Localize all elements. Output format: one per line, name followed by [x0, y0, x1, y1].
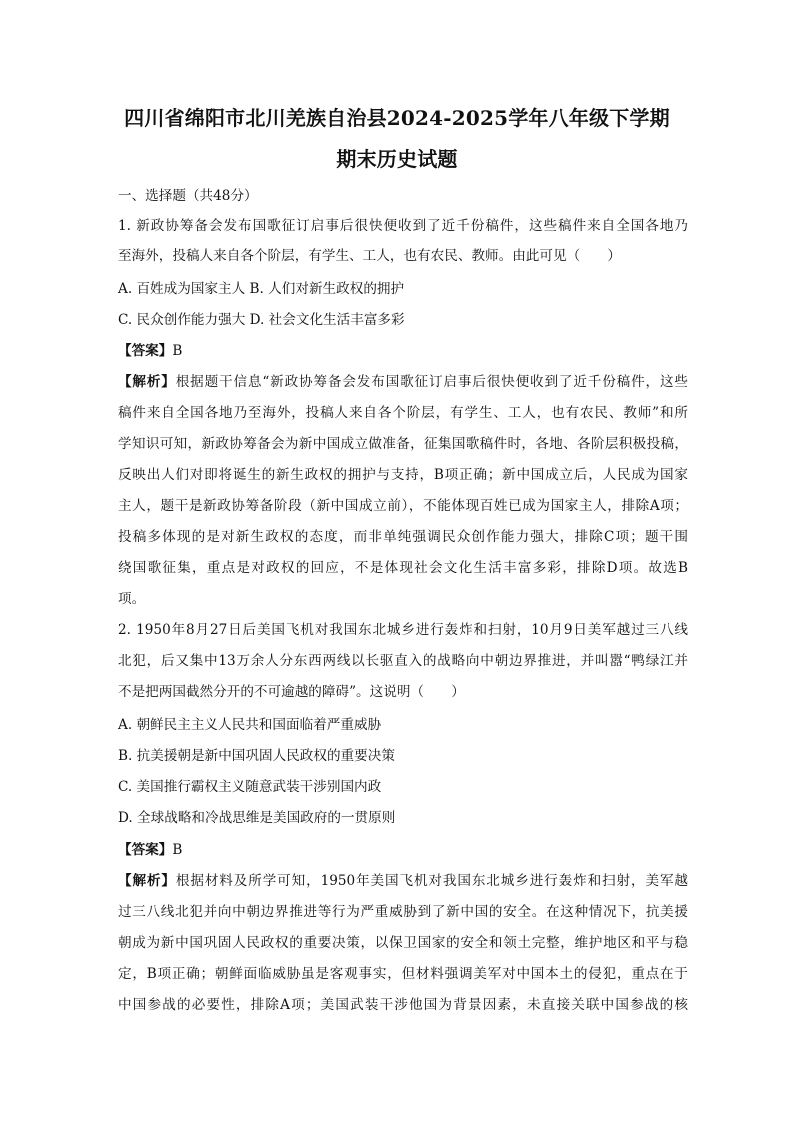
q1-analysis-line: 绕国歌征集，重点是对政权的回应，不是体现社会文化生活丰富多彩，排除D项。故选B [118, 560, 688, 576]
q2-stem-line: 不是把两国截然分开的不可逾越的障碍”。这说明（ ） [118, 684, 465, 700]
analysis-tag: 【解析】 [118, 873, 176, 889]
q2-analysis-line: 过三八线北犯并向中朝边界推进等行为严重威胁到了新中国的安全。在这种情况下，抗美援 [118, 904, 688, 920]
q2-analysis-line: 朝成为新中国巩固人民政权的重要决策，以保卫国家的安全和领土完整，维护地区和平与稳 [118, 935, 688, 951]
q2-option: D. 全球战略和冷战思维是美国政府的一贯原则 [118, 810, 396, 826]
answer-tag: 【答案】 [118, 343, 173, 359]
q2-analysis-line [118, 871, 688, 891]
answer-tag: 【答案】 [118, 842, 173, 858]
section-heading: 一、选择题（共48分） [118, 188, 258, 204]
q1-options-line: A. 百姓成为国家主人 B. 人们对新生政权的拥护 [118, 281, 405, 297]
q1-analysis-line: 反映出人们对即将诞生的新生政权的拥护与支持，B项正确；新中国成立后，人民成为国家 [118, 467, 688, 483]
document-title-line1: 四川省绵阳市北川羌族自治县2024-2025学年八年级下学期 [124, 106, 670, 130]
q1-analysis-line [118, 372, 688, 392]
analysis-tag: 【解析】 [118, 374, 176, 390]
q2-stem-line: 北犯，后又集中13万余人分东西两线以长驱直入的战略向中朝边界推进，并叫嚣“鸭绿江并 [118, 653, 688, 669]
document-title-line2: 期末历史试题 [336, 147, 458, 171]
q1-stem-line: 1. 新政协筹备会发布国歌征订启事后很快便收到了近千份稿件，这些稿件来自全国各地乃 [118, 218, 688, 234]
q2-stem-line: 2. 1950年8月27日后美国飞机对我国东北城乡进行轰炸和扫射，10月9日美军越过三八线 [118, 622, 688, 638]
q1-options-line: C. 民众创作能力强大 D. 社会文化生活丰富多彩 [118, 312, 405, 328]
answer-value: B [172, 842, 183, 858]
analysis-text: 根据材料及所学可知，1950年美国飞机对我国东北城乡进行轰炸和扫射，美军越 [175, 873, 689, 889]
q2-analysis-line: 定，B项正确；朝鲜面临威胁虽是客观事实，但材料强调美军对中国本土的侵犯，重点在于 [118, 966, 688, 982]
q1-analysis-line: 稿件来自全国各地乃至海外，投稿人来自各个阶层，有学生、工人，也有农民、教师”和所 [118, 405, 688, 421]
q2-answer [118, 840, 688, 860]
q1-stem-line: 至海外，投稿人来自各个阶层，有学生、工人，也有农民、教师。由此可见（ ） [118, 248, 621, 264]
q2-option: C. 美国推行霸权主义随意武装干涉别国内政 [118, 779, 382, 795]
q1-answer [118, 341, 688, 361]
q1-analysis-line: 投稿多体现的是对新生政权的态度，而非单纯强调民众创作能力强大，排除C项；题干围 [118, 529, 688, 545]
analysis-text: 根据题干信息“新政协筹备会发布国歌征订启事后很快便收到了近千份稿件，这些 [175, 374, 688, 390]
q2-option: B. 抗美援朝是新中国巩固人民政权的重要决策 [118, 748, 395, 764]
q2-analysis-line: 中国参战的必要性，排除A项；美国武装干涉他国为背景因素，未直接关联中国参战的核 [118, 997, 688, 1013]
q1-analysis-line: 项。 [118, 591, 146, 607]
q1-analysis-line: 学知识可知，新政协筹备会为新中国成立做准备，征集国歌稿件时，各地、各阶层积极投稿， [118, 436, 688, 452]
answer-value: B [172, 343, 183, 359]
q2-option: A. 朝鲜民主主义人民共和国面临着严重威胁 [118, 717, 382, 733]
q1-analysis-line: 主人，题干是新政协筹备阶段（新中国成立前），不能体现百姓已成为国家主人，排除A项； [118, 498, 688, 514]
